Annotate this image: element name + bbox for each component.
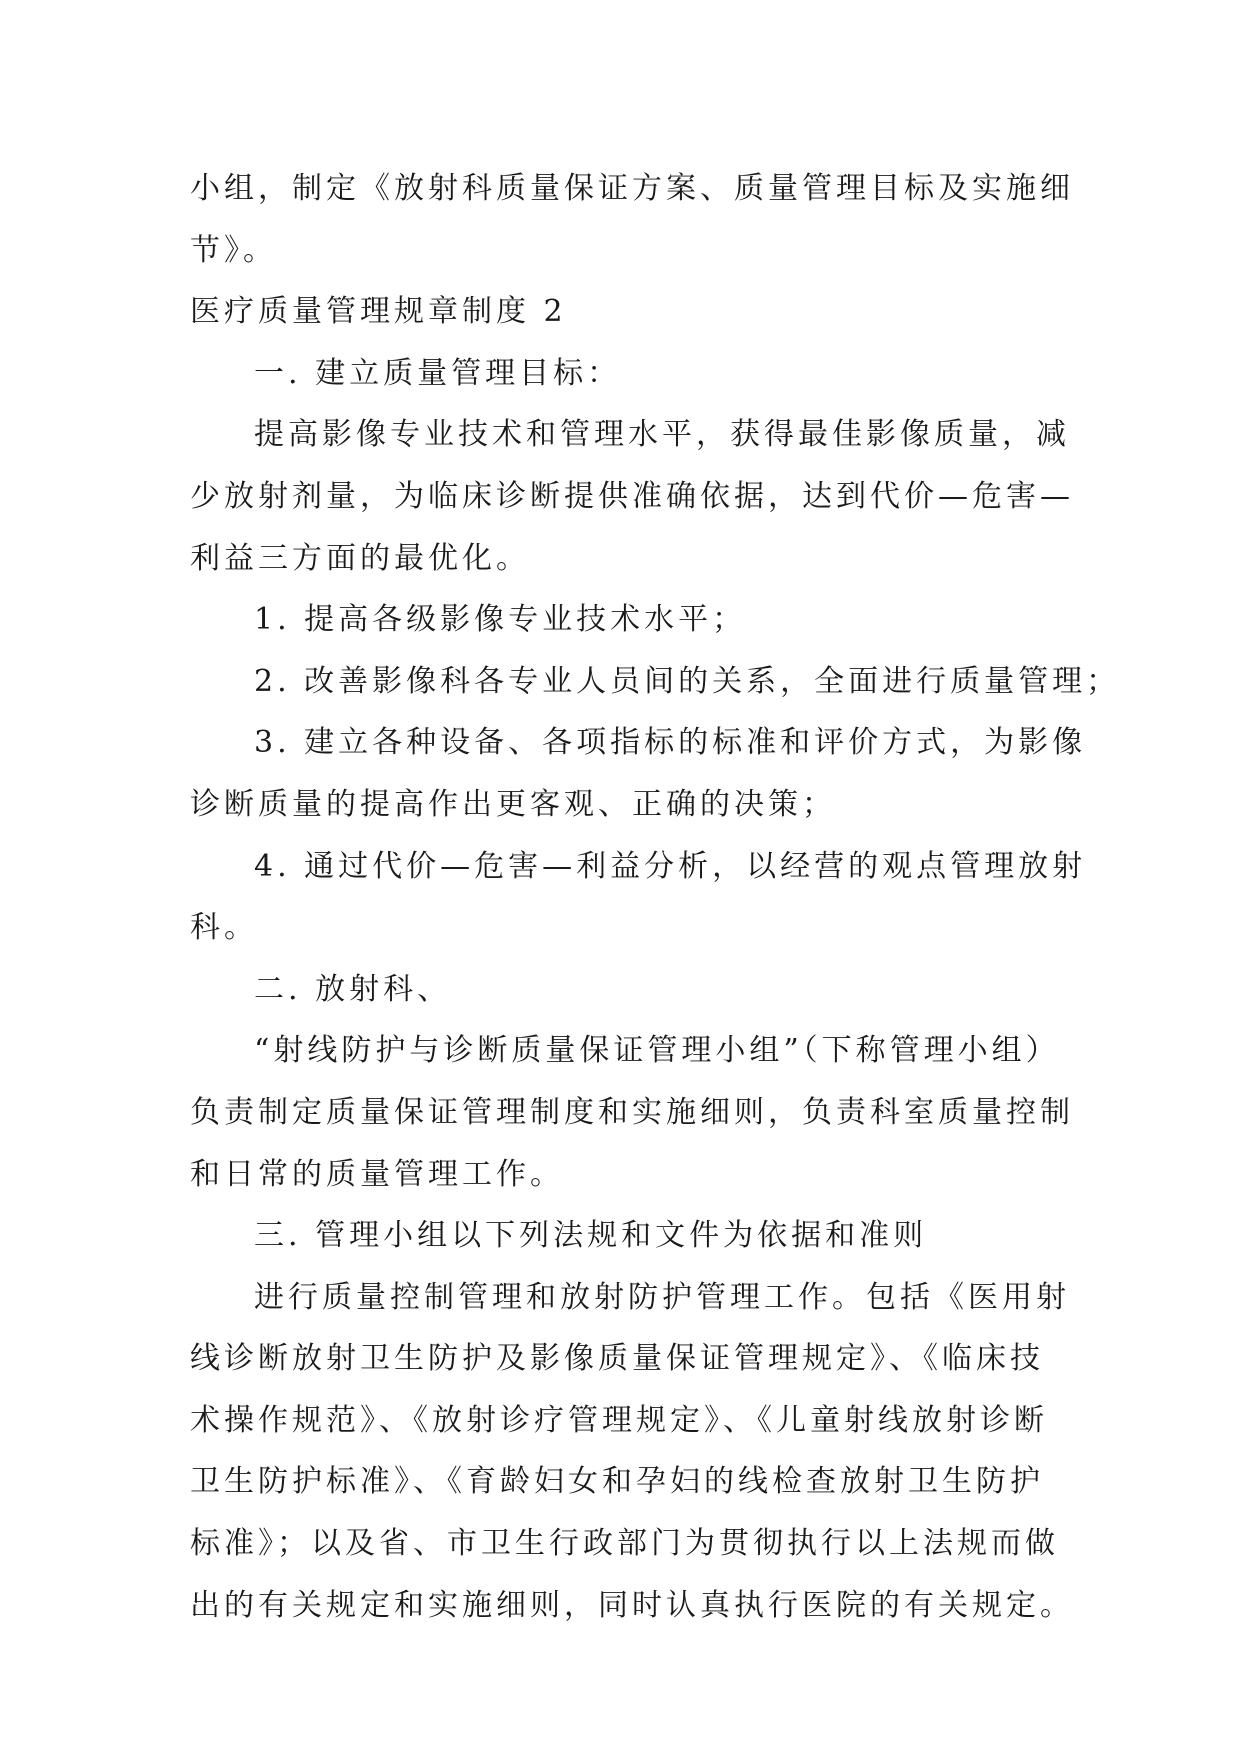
text-line: 卫生防护标准》、《育龄妇女和孕妇的线检查放射卫生防护 [190, 1464, 1044, 1500]
text-line: 术操作规范》、《放射诊疗管理规定》、《儿童射线放射诊断 [190, 1402, 1048, 1438]
text-line: 进行质量控制管理和放射防护管理工作。包括《医用射 [254, 1279, 1070, 1315]
text-line: 科。 [190, 910, 258, 946]
text-line: 线诊断放射卫生防护及影像质量保证管理规定》、《临床技 [190, 1341, 1044, 1377]
section-title: 二. 放射科、 [254, 971, 452, 1007]
text-line: 少放射剂量，为临床诊断提供准确依据，达到代价—危害— [190, 478, 1074, 514]
text-line: 提高影像专业技术和管理水平，获得最佳影像质量，减 [254, 417, 1070, 453]
list-item: 3. 建立各种设备、各项指标的标准和评价方式，为影像 [254, 725, 1087, 761]
list-item: 4. 通过代价—危害—利益分析，以经营的观点管理放射 [254, 848, 1087, 884]
text-line: 诊断质量的提高作出更客观、正确的决策； [190, 786, 836, 822]
text-line: 负责制定质量保证管理制度和实施细则，负责科室质量控制 [190, 1094, 1074, 1130]
text-line: 标准》；以及省、市卫生行政部门为贯彻执行以上法规而做 [190, 1526, 1059, 1562]
text-line: 小组，制定《放射科质量保证方案、质量管理目标及实施细 [190, 171, 1074, 206]
list-item: 1. 提高各级影像专业技术水平； [254, 602, 747, 638]
text-line: 出的有关规定和实施细则，同时认真执行医院的有关规定。 [190, 1587, 1074, 1623]
text-line: 节》。 [190, 232, 277, 268]
text-line: “射线防护与诊断质量保证管理小组”（下称管理小组） [254, 1033, 1060, 1069]
section-heading: 医疗质量管理规章制度 2 [190, 294, 567, 330]
section-title: 三. 管理小组以下列法规和文件为依据和准则 [254, 1218, 928, 1254]
text-line: 利益三方面的最优化。 [190, 540, 530, 576]
text-line: 和日常的质量管理工作。 [190, 1156, 564, 1192]
section-title: 一. 建立质量管理目标： [254, 355, 622, 391]
list-item: 2. 改善影像科各专业人员间的关系，全面进行质量管理； [254, 663, 1121, 699]
document-body [190, 158, 1121, 1636]
